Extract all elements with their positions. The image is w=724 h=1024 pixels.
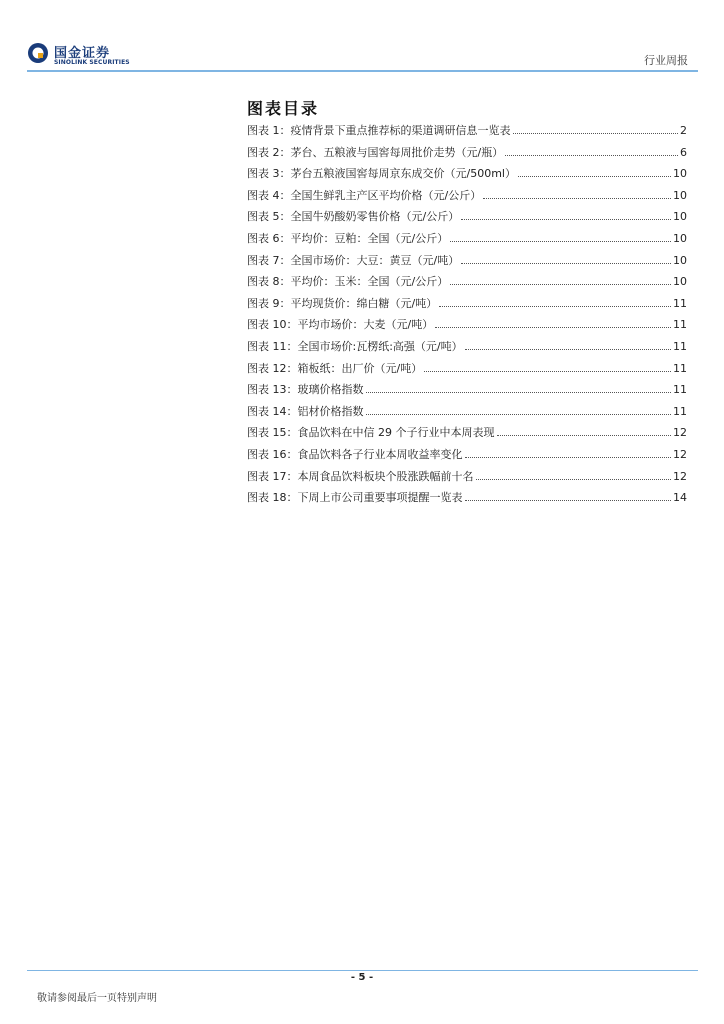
toc-entry-label: 图表 1： [247, 124, 291, 137]
toc-entry-title: 平均价：玉米：全国（元/公斤） [290, 275, 449, 289]
toc-leader-dots [461, 263, 671, 264]
toc-entry-title: 疫情背景下重点推荐标的渠道调研信息一览表 [290, 124, 511, 137]
toc-leader-dots [366, 392, 672, 393]
toc-leader-dots [505, 155, 678, 156]
toc-leader-dots [465, 349, 671, 350]
toc-leader-dots [465, 457, 672, 458]
toc-entry[interactable] [247, 403, 687, 425]
toc-entry-title: 平均现货价：绵白糖（元/吨） [290, 296, 438, 310]
toc-entry-label: 图表 2： [247, 145, 291, 159]
toc-entry-label: 图表 9： [247, 296, 291, 310]
toc-entry-label: 图表 14： [247, 404, 298, 418]
toc-entry-page: 11 [673, 383, 687, 397]
toc-entry-page: 12 [673, 426, 687, 440]
toc-entry-page: 6 [680, 145, 687, 159]
logo-english-name: SINOLINK SECURITIES [54, 59, 130, 66]
toc-entry[interactable] [247, 489, 687, 511]
toc-entry[interactable] [247, 424, 687, 446]
toc-entry-title: 箱板纸：出厂价（元/吨） [297, 361, 423, 375]
toc-entry-page: 2 [680, 124, 687, 137]
toc-entry-page: 11 [673, 361, 687, 375]
toc-entry-title: 茅台五粮液国窖每周京东成交价（元/500ml） [290, 167, 516, 181]
toc-leader-dots [450, 241, 671, 242]
toc-entry-label: 图表 18： [247, 491, 298, 505]
toc-entry-page: 10 [673, 188, 687, 202]
footer-divider [27, 970, 698, 971]
toc-entry-label: 图表 8： [247, 275, 291, 289]
toc-entry-page: 11 [673, 296, 687, 310]
footer-disclaimer: 敬请参阅最后一页特别声明 [37, 993, 157, 1004]
toc-entry-page: 10 [673, 167, 687, 181]
toc-entry-label: 图表 3： [247, 167, 291, 181]
toc-entry[interactable] [247, 295, 687, 317]
toc-title: 图表目录 [247, 99, 320, 118]
company-logo [27, 40, 137, 70]
toc-entry-label: 图表 13： [247, 383, 298, 397]
toc-entry-title: 食品饮料在中信 29 个子行业中本周表现 [297, 426, 495, 440]
toc-entry-title: 全国市场价：大豆：黄豆（元/吨） [290, 253, 460, 267]
toc-entry[interactable] [247, 165, 687, 187]
toc-entry-label: 图表 16： [247, 447, 298, 461]
toc-entry[interactable] [247, 338, 687, 360]
toc-leader-dots [476, 479, 672, 480]
toc-entry-label: 图表 6： [247, 231, 291, 245]
toc-leader-dots [483, 198, 671, 199]
toc-entry-label: 图表 17： [247, 469, 298, 483]
toc-entry-title: 平均市场价：大麦（元/吨） [297, 318, 434, 332]
toc-entry-title: 全国市场价:瓦楞纸:高强（元/吨） [297, 339, 463, 353]
toc-leader-dots [497, 435, 672, 436]
toc-leader-dots [518, 176, 671, 177]
toc-entry[interactable] [247, 230, 687, 252]
toc-entry-page: 14 [673, 491, 687, 505]
logo-chinese-name: 国金证券 [54, 46, 111, 61]
toc-entry[interactable] [247, 468, 687, 490]
toc-entry[interactable] [247, 381, 687, 403]
toc-entry-page: 11 [673, 318, 687, 332]
toc-leader-dots [465, 500, 672, 501]
toc-entry-label: 图表 5： [247, 210, 291, 224]
toc-entry-page: 11 [673, 339, 687, 353]
toc-entry[interactable] [247, 360, 687, 382]
toc-leader-dots [424, 371, 671, 372]
toc-entry-label: 图表 11： [247, 339, 298, 353]
toc-entry-page: 12 [673, 447, 687, 461]
page-number: - 5 - [350, 972, 374, 983]
toc-leader-dots [439, 306, 671, 307]
toc-entry[interactable] [247, 273, 687, 295]
toc-leader-dots [513, 133, 679, 134]
page-header [27, 38, 698, 74]
toc-entry-title: 食品饮料各子行业本周收益率变化 [297, 447, 463, 461]
toc-leader-dots [450, 284, 671, 285]
toc-entry-title: 茅台、五粮液与国窖每周批价走势（元/瓶） [290, 145, 504, 159]
toc-entry-title: 全国生鲜乳主产区平均价格（元/公斤） [290, 188, 482, 202]
toc-entry-title: 铝材价格指数 [297, 404, 364, 418]
toc-entry[interactable] [247, 144, 687, 166]
toc-entry-label: 图表 7： [247, 253, 291, 267]
report-type: 行业周报 [644, 54, 688, 67]
toc-leader-dots [435, 327, 671, 328]
toc-leader-dots [366, 414, 672, 415]
toc-entry[interactable] [247, 122, 687, 144]
toc-entry-title: 下周上市公司重要事项提醒一览表 [297, 491, 463, 505]
toc-entry-label: 图表 4： [247, 188, 291, 202]
toc-entry-label: 图表 10： [247, 318, 298, 332]
toc-entry-page: 10 [673, 210, 687, 224]
header-divider [27, 70, 698, 72]
toc-entry[interactable] [247, 187, 687, 209]
toc-entry-page: 11 [673, 404, 687, 418]
toc-entry[interactable] [247, 208, 687, 230]
table-of-figures [247, 122, 687, 511]
toc-entry-page: 10 [673, 253, 687, 267]
sinolink-logo-icon [27, 42, 49, 64]
toc-entry[interactable] [247, 252, 687, 274]
toc-leader-dots [461, 219, 671, 220]
toc-entry-title: 全国牛奶酸奶零售价格（元/公斤） [290, 210, 460, 224]
toc-entry-page: 10 [673, 275, 687, 289]
toc-entry-title: 玻璃价格指数 [297, 383, 364, 397]
toc-entry[interactable] [247, 316, 687, 338]
toc-entry-title: 平均价：豆粕：全国（元/公斤） [290, 231, 449, 245]
toc-entry-page: 12 [673, 469, 687, 483]
toc-entry-label: 图表 15： [247, 426, 298, 440]
toc-entry-label: 图表 12： [247, 361, 298, 375]
toc-entry[interactable] [247, 446, 687, 468]
toc-entry-title: 本周食品饮料板块个股涨跌幅前十名 [297, 469, 474, 483]
toc-entry-page: 10 [673, 231, 687, 245]
